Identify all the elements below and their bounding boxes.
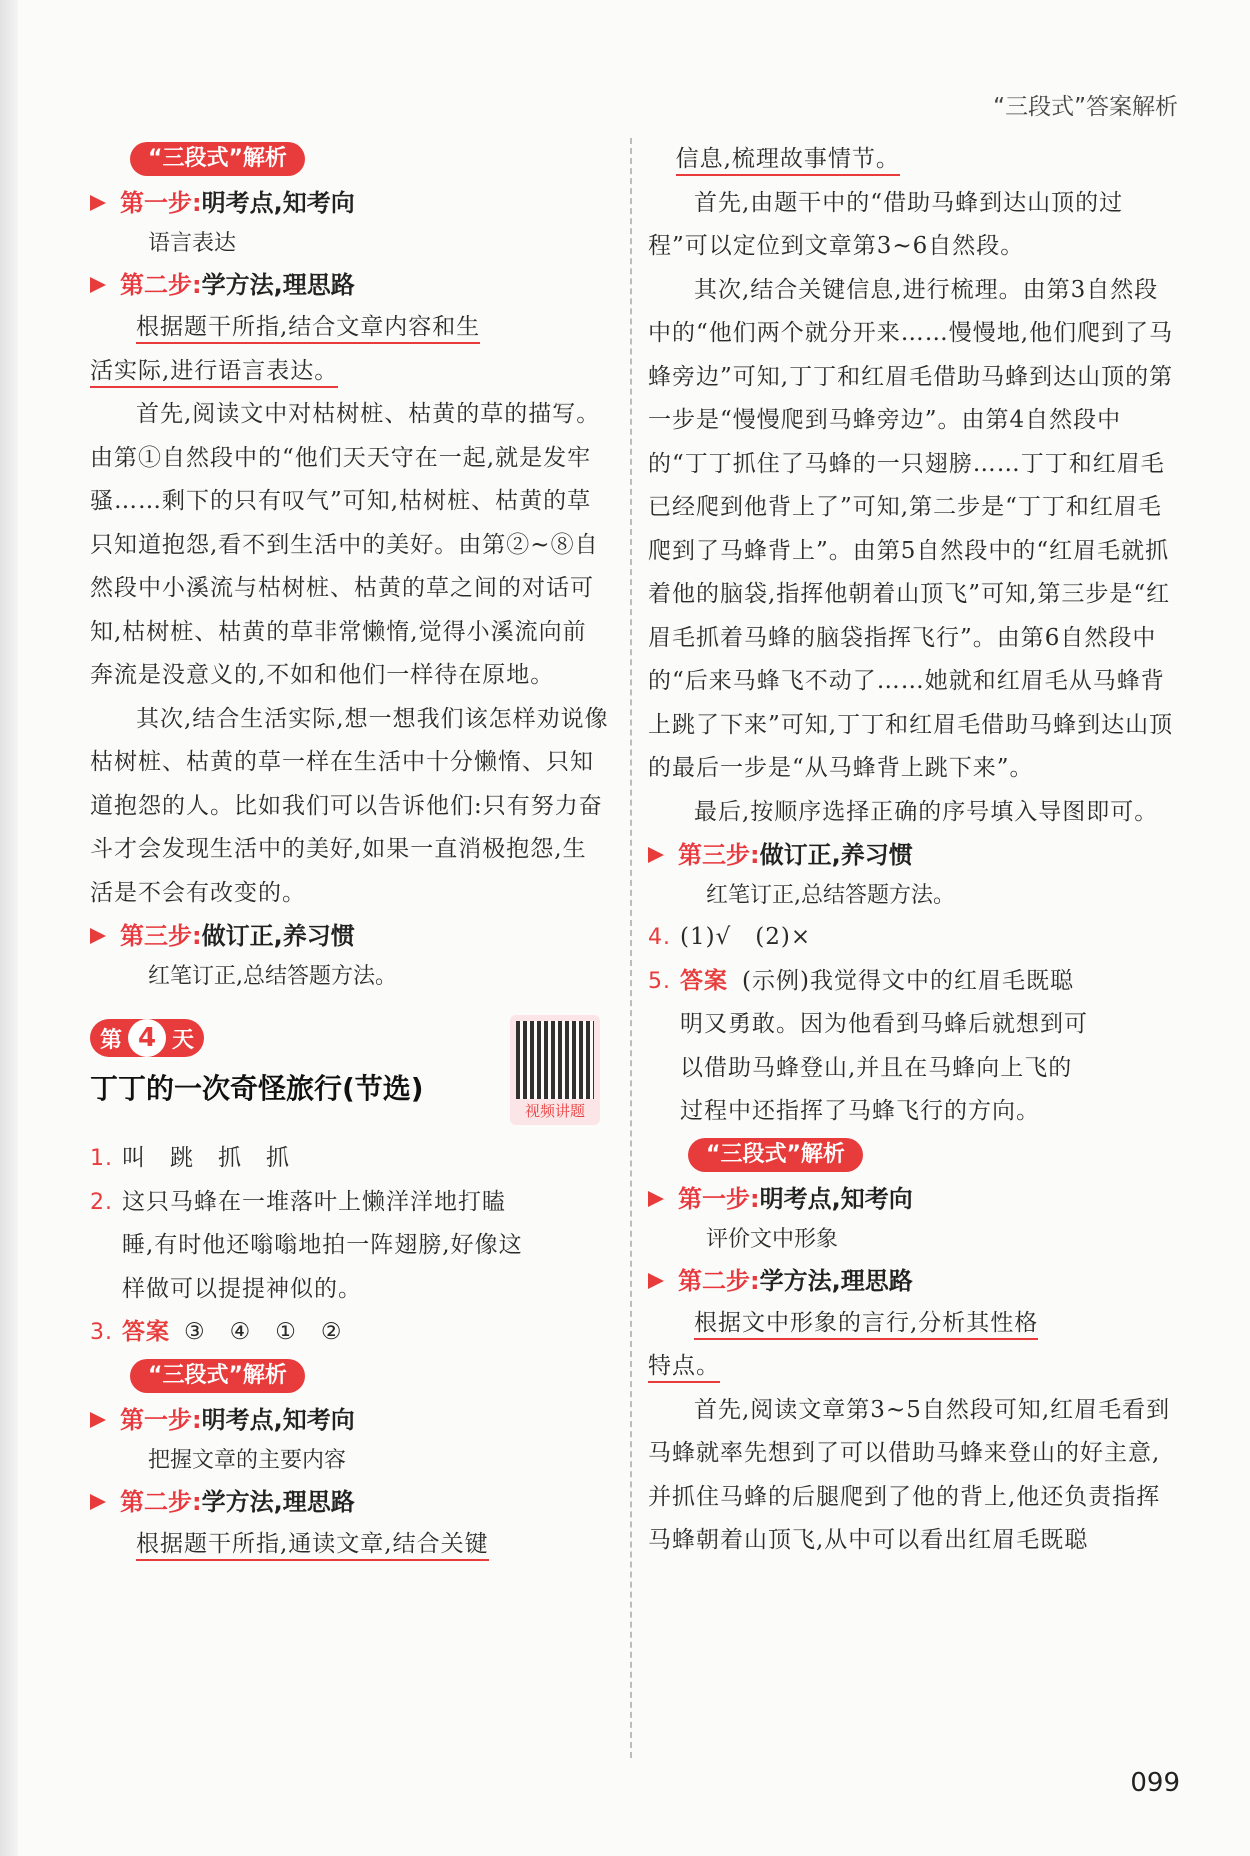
- step-content: 评价文中形象: [706, 1226, 839, 1252]
- step-content: 红笔订正,总结答题方法。: [706, 883, 955, 908]
- method-text: [90, 306, 610, 350]
- answer-text: (示例)我觉得文中的红眉毛既聪: [742, 967, 1074, 994]
- step-content: 语言表达: [148, 231, 237, 256]
- page-edge: [0, 0, 18, 1856]
- analysis-paragraph: 首先,由题干中的“借助马蜂到达山顶的过程”可以定位到文章第3~6自然段。: [648, 189, 1124, 259]
- answer-text: 过程中还指挥了马蜂飞行的方向。: [680, 1098, 1040, 1124]
- step-label: 第二步:: [120, 1487, 202, 1516]
- answer-text: (1)√ (2)×: [680, 924, 812, 950]
- day-number: 4: [128, 1019, 166, 1057]
- step-text: 明考点,知考向: [201, 1405, 355, 1434]
- qr-code-icon[interactable]: [516, 1021, 594, 1099]
- arrow-icon: [90, 1412, 106, 1428]
- step-content: 红笔订正,总结答题方法。: [148, 964, 397, 989]
- step-label: 第三步:: [678, 841, 760, 869]
- answer-text: 这只马蜂在一堆落叶上懒洋洋地打瞌: [122, 1188, 506, 1215]
- answer-text: 明又勇敢。因为他看到马蜂后就想到可: [680, 1011, 1088, 1037]
- step-label: 第三步:: [120, 922, 202, 950]
- underline-segment: 信息,梳理故事情节。: [676, 146, 900, 176]
- qr-video-button[interactable]: [510, 1015, 600, 1125]
- analysis-paragraph: 其次,结合生活实际,想一想我们该怎样劝说像枯树桩、枯黄的草一样在生活中十分懒惰、只知道抱怨的人。比如我们可以告诉他们:只有努力奋斗才会发现生活中的美好,如果一直消极抱怨,生活是不会有改变的。: [90, 705, 609, 906]
- analysis-badge: “三段式”解析: [130, 142, 305, 176]
- answer-number: 4.: [648, 925, 671, 950]
- underline-segment: 根据文中形象的言行,分析其性格: [694, 1310, 1038, 1340]
- analysis-badge: “三段式”解析: [130, 1359, 305, 1393]
- step-two: [648, 1260, 1178, 1302]
- answer-text: 样做可以提提神似的。: [122, 1275, 362, 1302]
- step-text: 明考点,知考向: [201, 189, 355, 217]
- answer-item: [648, 916, 1178, 960]
- step-one: [90, 1399, 610, 1441]
- answer-text: 叫 跳 抓 抓: [122, 1145, 290, 1171]
- step-two: [90, 264, 610, 306]
- column-divider: [630, 138, 632, 1758]
- step-text: 学方法,理思路: [201, 1487, 355, 1516]
- answer-item: [90, 1137, 610, 1181]
- arrow-icon: [90, 928, 106, 944]
- arrow-icon: [90, 1494, 106, 1510]
- step-text: 做订正,养习惯: [201, 922, 355, 950]
- step-one: [648, 1178, 1178, 1220]
- analysis-paragraph: 首先,阅读文中对枯树桩、枯黄的草的描写。由第①自然段中的“他们天天守在一起,就是发牢骚……剩下的只有叹气”可知,枯树桩、枯黄的草只知道抱怨,看不到生活中的美好。由第②~⑧自然段中小溪流与枯树桩、枯黄的草之间的对话可知,枯树桩、枯黄的草非常懒惰,觉得小溪流向前奔流是没意义的,不如和他们一样待在原地。: [90, 401, 601, 688]
- step-two: [90, 1481, 610, 1523]
- arrow-icon: [648, 847, 664, 863]
- analysis-badge: “三段式”解析: [688, 1138, 863, 1172]
- arrow-icon: [90, 195, 106, 211]
- answer-number: 1.: [90, 1146, 113, 1171]
- day-prefix: 第: [100, 1027, 123, 1053]
- answer-item: [648, 960, 1178, 1004]
- day-suffix: 天: [172, 1027, 195, 1053]
- step-label: 第一步:: [120, 189, 202, 217]
- answers-block: [90, 1137, 610, 1355]
- answer-text: ③ ④ ① ②: [184, 1319, 343, 1345]
- qr-label: 视频讲题: [524, 1102, 585, 1120]
- left-column: [90, 138, 610, 1566]
- answer-keyword: 答案: [680, 967, 728, 994]
- analysis-paragraph: 首先,阅读文章第3~5自然段可知,红眉毛看到马蜂就率先想到了可以借助马蜂来登山的好主意,并抓住马蜂的后腿爬到了他的背上,他还负责指挥马蜂朝着山顶飞,从中可以看出红眉毛既聪: [648, 1396, 1171, 1553]
- answer-number: 2.: [90, 1189, 113, 1215]
- page-header: “三段式”答案解析: [993, 94, 1178, 120]
- method-text: [648, 1345, 1178, 1389]
- lesson-title: 丁丁的一次奇怪旅行(节选): [90, 1072, 424, 1105]
- arrow-icon: [648, 1273, 664, 1289]
- day-badge: [90, 1019, 204, 1057]
- step-one: [90, 182, 610, 224]
- step-text: 明考点,知考向: [759, 1184, 913, 1213]
- step-label: 第一步:: [120, 1405, 202, 1434]
- answer-text: 以借助马蜂登山,并且在马蜂向上飞的: [680, 1054, 1073, 1081]
- right-column: [648, 138, 1178, 1563]
- page-number: 099: [1130, 1768, 1180, 1798]
- answer-number: 3.: [90, 1320, 113, 1345]
- arrow-icon: [90, 277, 106, 293]
- step-text: 做订正,养习惯: [759, 841, 913, 869]
- step-three: [648, 834, 1178, 876]
- step-label: 第二步:: [678, 1266, 760, 1295]
- underline-segment: 根据题干所指,通读文章,结合关键: [136, 1531, 489, 1561]
- analysis-paragraph: 其次,结合关键信息,进行梳理。由第3自然段中的“他们两个就分开来……慢慢地,他们爬到了马蜂旁边”可知,丁丁和红眉毛借助马蜂到达山顶的第一步是“慢慢爬到马蜂旁边”。由第4自然段中的“丁丁抓住了马蜂的一只翅膀……丁丁和红眉毛已经爬到他背上了”可知,第二步是“丁丁和红眉毛爬到了马蜂背上”。由第5自然段中的“红眉毛就抓着他的脑袋,指挥他朝着山顶飞”可知,第三步是“红眉毛抓着马蜂的脑袋指挥飞行”。由第6自然段中的“后来马蜂飞不动了……她就和红眉毛从马蜂背上跳了下来”可知,丁丁和红眉毛借助马蜂到达山顶的最后一步是“从马蜂背上跳下来”。: [648, 276, 1174, 781]
- step-content: 把握文章的主要内容: [148, 1447, 347, 1473]
- step-label: 第一步:: [678, 1184, 760, 1213]
- answer-item: [90, 1181, 610, 1225]
- analysis-paragraph: 最后,按顺序选择正确的序号填入导图即可。: [694, 798, 1159, 825]
- method-text: [648, 138, 1178, 182]
- lesson-header: [90, 1019, 610, 1120]
- arrow-icon: [648, 1191, 664, 1207]
- underline-segment: 特点。: [648, 1353, 720, 1383]
- method-text: [648, 1302, 1178, 1346]
- underline-segment: 活实际,进行语言表达。: [90, 358, 338, 388]
- step-text: 学方法,理思路: [759, 1266, 913, 1295]
- answer-item: [90, 1311, 610, 1355]
- step-label: 第二步:: [120, 271, 202, 299]
- method-text: [90, 350, 610, 394]
- answer-keyword: 答案: [122, 1319, 170, 1345]
- step-text: 学方法,理思路: [201, 271, 355, 299]
- step-three: [90, 915, 610, 957]
- method-text: [90, 1523, 610, 1567]
- answer-number: 5.: [648, 968, 671, 994]
- underline-segment: 根据题干所指,结合文章内容和生: [136, 314, 480, 344]
- answer-text: 睡,有时他还嗡嗡地拍一阵翅膀,好像这: [122, 1232, 523, 1258]
